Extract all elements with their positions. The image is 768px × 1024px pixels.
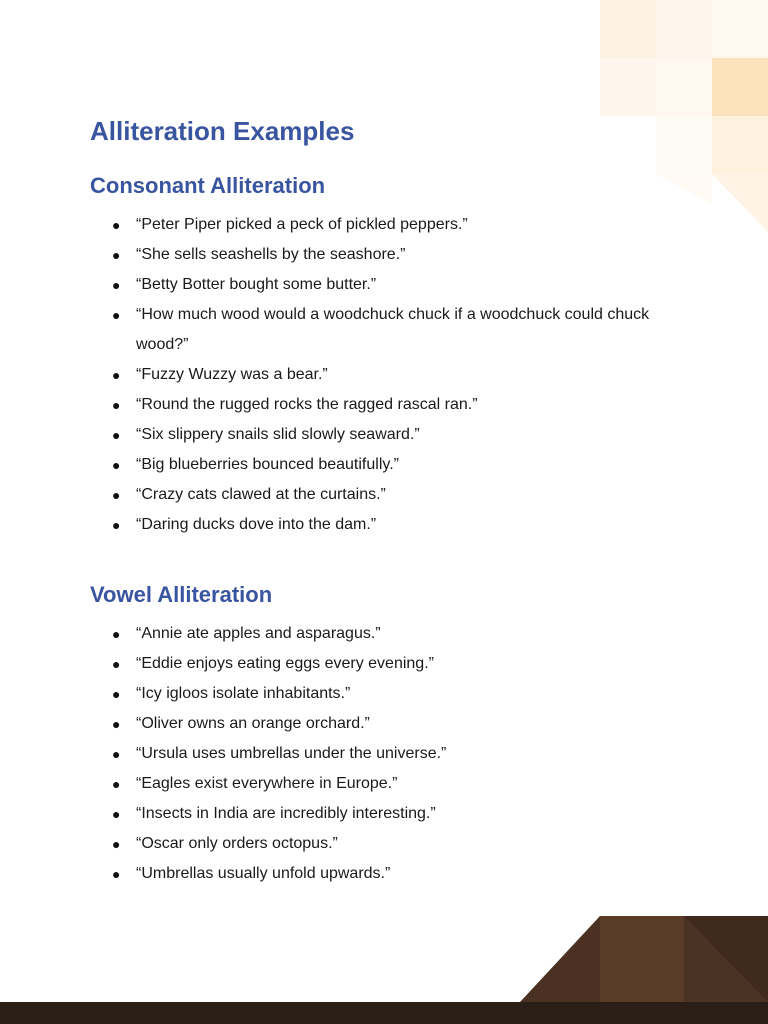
consonant-examples-list [90,210,650,540]
example-text: “She sells seashells by the seashore.” [136,246,406,263]
example-text: “Eagles exist everywhere in Europe.” [136,775,398,792]
bullet-icon: ● [112,806,121,822]
list-item [90,709,650,739]
bullet-icon: ● [112,517,121,533]
bullet-icon: ● [112,487,121,503]
example-text: “Six slippery snails slid slowly seaward.” [136,426,420,443]
vowel-alliteration-heading: Vowel Alliteration [90,582,273,607]
list-item [90,649,650,679]
list-item [90,240,650,270]
example-text: “Big blueberries bounced beautifully.” [136,456,399,473]
bullet-icon: ● [112,217,121,233]
list-item [90,510,650,540]
example-text: “Daring ducks dove into the dam.” [136,516,377,533]
bullet-icon: ● [112,686,121,702]
example-text: “Annie ate apples and asparagus.” [136,625,381,642]
bullet-icon: ● [112,836,121,852]
example-text: “Betty Botter bought some butter.” [136,276,377,293]
example-text: “Peter Piper picked a peck of pickled peppers.” [136,216,468,233]
example-text: “Ursula uses umbrellas under the universe.” [136,745,447,762]
bullet-icon: ● [112,397,121,413]
list-item [90,210,650,240]
page-title: Alliteration Examples [90,116,355,146]
example-text: “Crazy cats clawed at the curtains.” [136,486,386,503]
list-item [90,420,650,450]
list-item [90,390,650,420]
list-item [90,829,650,859]
example-text: “Oscar only orders octopus.” [136,835,338,852]
list-item [90,480,650,510]
list-item [90,450,650,480]
bullet-icon: ● [112,776,121,792]
example-text: “How much wood would a woodchuck chuck if a woodchuck could chuck wood?” [136,306,650,353]
bullet-icon: ● [112,277,121,293]
list-item [90,270,650,300]
list-item [90,859,650,889]
list-item [90,619,650,649]
example-text: “Round the rugged rocks the ragged rascal ran.” [136,396,478,413]
example-text: “Eddie enjoys eating eggs every evening.” [136,655,434,672]
list-item [90,679,650,709]
example-text: “Icy igloos isolate inhabitants.” [136,685,351,702]
bullet-icon: ● [112,866,121,882]
example-text: “Fuzzy Wuzzy was a bear.” [136,366,328,383]
footer-bar [0,1002,768,1024]
bullet-icon: ● [112,746,121,762]
list-item [90,799,650,829]
bullet-icon: ● [112,367,121,383]
bullet-icon: ● [112,656,121,672]
list-item [90,300,650,360]
example-text: “Umbrellas usually unfold upwards.” [136,865,391,882]
bullet-icon: ● [112,307,121,323]
list-item [90,769,650,799]
bullet-icon: ● [112,247,121,263]
bullet-icon: ● [112,427,121,443]
document-body [90,112,650,889]
vowel-examples-list [90,619,650,889]
example-text: “Insects in India are incredibly interesting.” [136,805,436,822]
example-text: “Oliver owns an orange orchard.” [136,715,370,732]
list-item [90,360,650,390]
bullet-icon: ● [112,716,121,732]
list-item [90,739,650,769]
consonant-alliteration-heading: Consonant Alliteration [90,173,326,198]
bullet-icon: ● [112,457,121,473]
bullet-icon: ● [112,626,121,642]
bottom-right-brown-block [520,916,768,1002]
